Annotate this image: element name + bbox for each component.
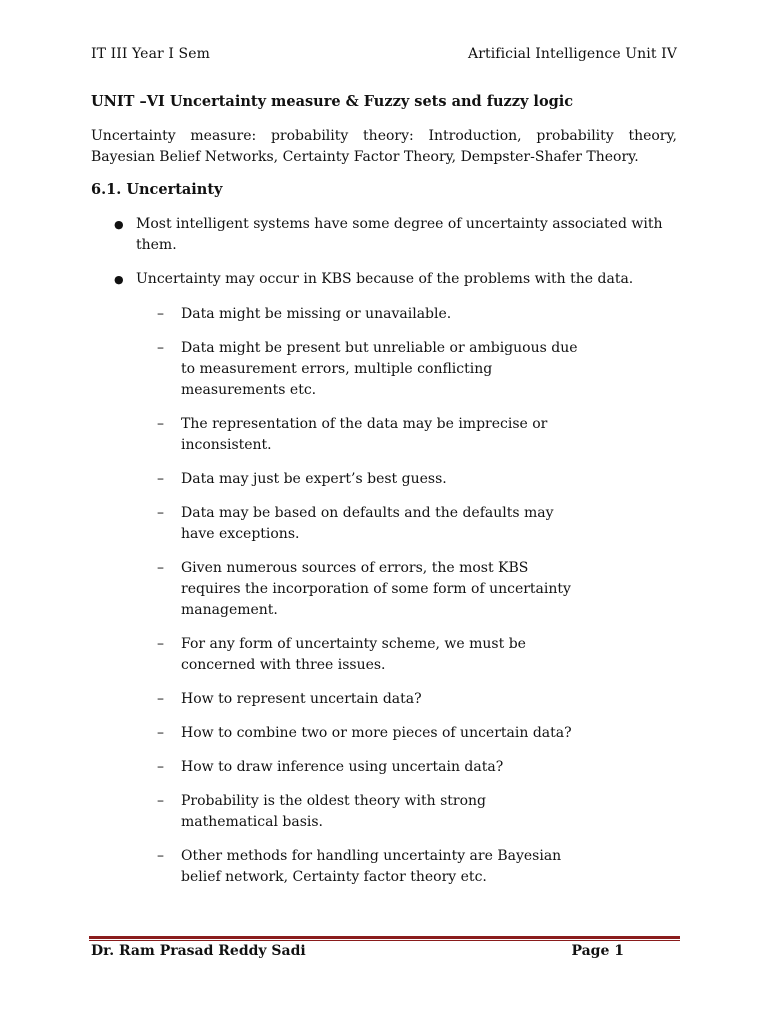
header-course: IT III Year I Sem — [91, 46, 210, 62]
intro-paragraph: Uncertainty measure: probability theory: Introduction, probability theory, Bayesian Belief Networks, Certainty Factor Theory, Dempster-Shafer Theory. — [91, 128, 677, 165]
dash-icon: – — [157, 848, 164, 864]
sub-item-text: Given numerous sources of errors, the most KBS requires the incorporation of some form of uncertainty management. — [181, 560, 571, 618]
sub-item — [91, 846, 581, 888]
sub-item-text: Other methods for handling uncertainty are Bayesian belief network, Certainty factor theory etc. — [181, 848, 562, 885]
dash-icon: – — [157, 560, 164, 576]
sub-item-text: How to combine two or more pieces of uncertain data? — [181, 725, 572, 741]
dash-icon: – — [157, 636, 164, 652]
sub-item — [91, 503, 581, 545]
bullet-list — [91, 214, 677, 303]
sub-item-text: Data might be missing or unavailable. — [181, 306, 452, 322]
sub-item — [91, 689, 581, 710]
bullet-icon: ● — [114, 218, 124, 231]
sub-item — [91, 558, 581, 621]
sub-item-text: The representation of the data may be imprecise or inconsistent. — [181, 416, 548, 453]
sub-item-text: How to draw inference using uncertain data? — [181, 759, 504, 775]
sub-item-text: Data may be based on defaults and the defaults may have exceptions. — [181, 505, 554, 542]
section-heading: 6.1. Uncertainty — [91, 181, 223, 198]
unit-title: UNIT –VI Uncertainty measure & Fuzzy sets and fuzzy logic — [91, 93, 574, 110]
bullet-text: Uncertainty may occur in KBS because of the problems with the data. — [136, 271, 634, 287]
sub-item — [91, 723, 581, 744]
sub-item — [91, 414, 581, 456]
sub-item — [91, 304, 581, 325]
dash-icon: – — [157, 759, 164, 775]
page-header — [91, 46, 677, 62]
bullet-text: Most intelligent systems have some degree of uncertainty associated with them. — [136, 216, 663, 253]
dash-icon: – — [157, 306, 164, 322]
dash-icon: – — [157, 471, 164, 487]
footer-divider — [89, 936, 680, 942]
dash-icon: – — [157, 793, 164, 809]
header-subject: Artificial Intelligence Unit IV — [468, 46, 677, 62]
bullet-icon: ● — [114, 273, 124, 286]
sub-item — [91, 757, 581, 778]
footer-divider-thick — [89, 936, 680, 939]
dash-icon: – — [157, 416, 164, 432]
bullet-item — [91, 269, 677, 290]
sub-item-text: For any form of uncertainty scheme, we must be concerned with three issues. — [181, 636, 526, 673]
sub-item-text: Data may just be expert’s best guess. — [181, 471, 447, 487]
sub-item — [91, 338, 581, 401]
footer-divider-thin — [89, 940, 680, 941]
sub-item-text: Probability is the oldest theory with strong mathematical basis. — [181, 793, 487, 830]
sub-item-list — [91, 304, 677, 901]
sub-item-text: How to represent uncertain data? — [181, 691, 422, 707]
sub-item-text: Data might be present but unreliable or ambiguous due to measurement errors, multiple conflicting measurements etc. — [181, 340, 578, 398]
bullet-item — [91, 214, 677, 256]
footer-page-number: Page 1 — [571, 943, 624, 959]
dash-icon: – — [157, 505, 164, 521]
sub-item — [91, 469, 581, 490]
sub-item — [91, 791, 581, 833]
sub-item — [91, 634, 581, 676]
dash-icon: – — [157, 340, 164, 356]
page-footer — [91, 943, 624, 959]
dash-icon: – — [157, 725, 164, 741]
dash-icon: – — [157, 691, 164, 707]
footer-author: Dr. Ram Prasad Reddy Sadi — [91, 943, 306, 959]
